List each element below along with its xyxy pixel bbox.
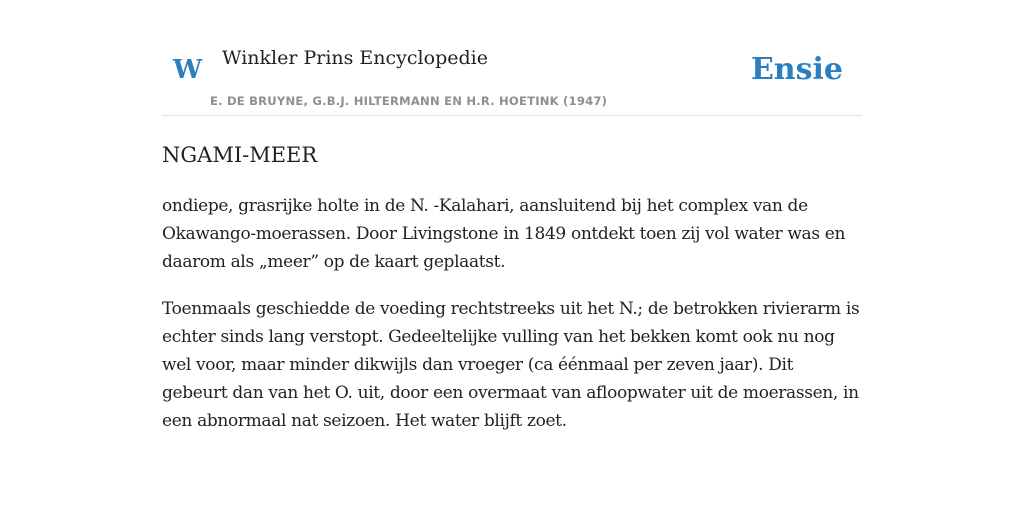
ensie-logo[interactable]: Ensie (750, 52, 843, 87)
entry-body (162, 192, 862, 454)
source-title[interactable]: Winkler Prins Encyclopedie (222, 47, 488, 69)
entry-title: NGAMI-MEER (162, 143, 318, 167)
entry-paragraph-1: ondiepe, grasrijke holte in de N. -Kalahari, aansluitend bij het complex van de Okawango-moerassen. Door Livingstone in 1849 ontdekt toen zij vol water was en daarom als „meer” op de kaart geplaatst. (162, 196, 846, 272)
source-authors: E. DE BRUYNE, G.B.J. HILTERMANN EN H.R. HOETINK (1947) (210, 94, 608, 108)
encyclopedia-logo-icon[interactable]: W (173, 55, 203, 85)
header-divider (162, 115, 862, 116)
entry-paragraph-2: Toenmaals geschiedde de voeding rechtstreeks uit het N.; de betrokken rivierarm is echter sinds lang verstopt. Gedeeltelijke vulling van het bekken komt ook nu nog wel voor, maar minder dikwijls dan vroeger (ca éénmaal per zeven jaar). Dit gebeurt dan van het O. uit, door een overmaat van afloopwater uit de moerassen, in een abnormaal nat seizoen. Het water blijft zoet. (162, 299, 860, 431)
